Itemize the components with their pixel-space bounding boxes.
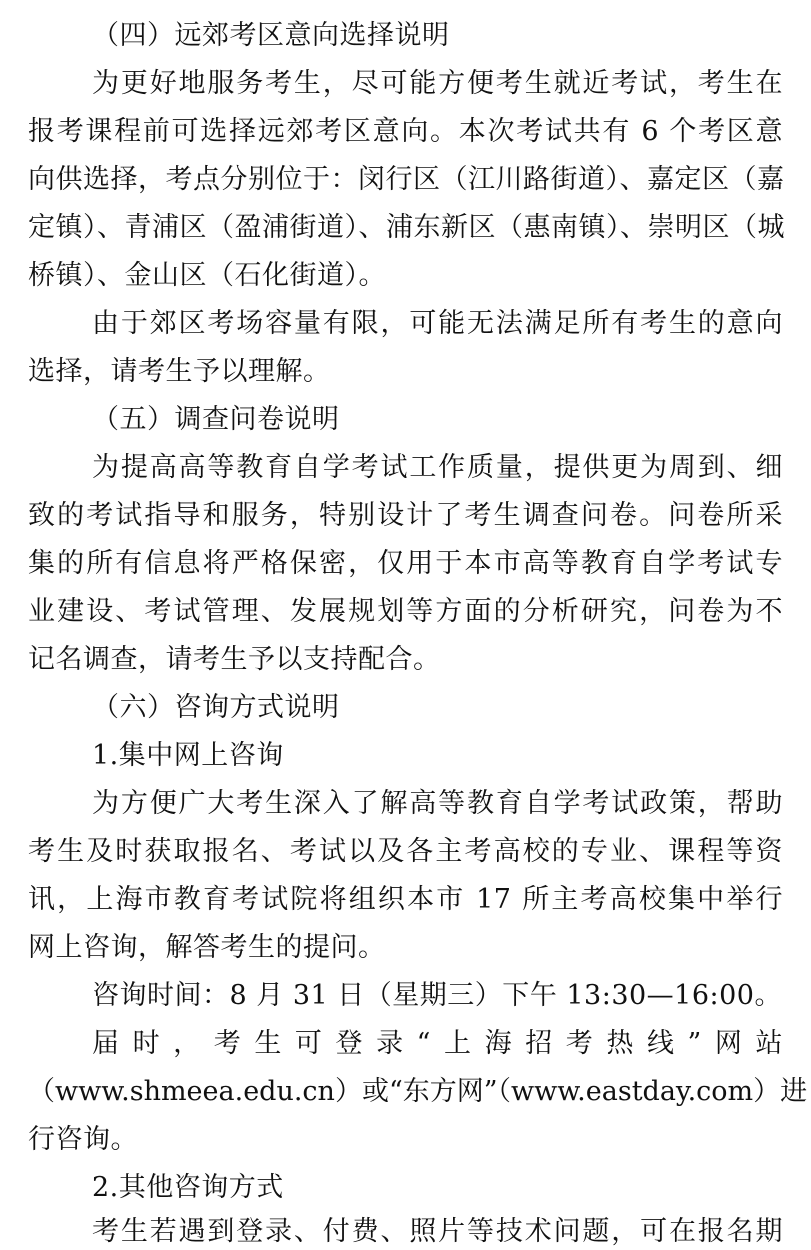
paragraph-line: 集的所有信息将严格保密，仅用于本市高等教育自学考试专 bbox=[28, 548, 783, 579]
section-heading-5: （五）调查问卷说明 bbox=[92, 404, 340, 435]
paragraph-line: 定镇）、青浦区（盈浦街道）、浦东新区（惠南镇）、崇明区（城 bbox=[28, 212, 785, 243]
paragraph-line: 致的考试指导和服务，特别设计了考生调查问卷。问卷所采 bbox=[28, 500, 783, 531]
paragraph-line: 由于郊区考场容量有限，可能无法满足所有考生的意向 bbox=[92, 308, 783, 339]
paragraph-line: 向供选择，考点分别位于：闵行区（江川路街道）、嘉定区（嘉 bbox=[28, 164, 785, 195]
section-heading-4: （四）远郊考区意向选择说明 bbox=[92, 20, 450, 51]
paragraph-line: 选择，请考生予以理解。 bbox=[28, 356, 331, 387]
paragraph-line: 行咨询。 bbox=[28, 1124, 138, 1155]
paragraph-line: 考生若遇到登录、付费、照片等技术问题，可在报名期 bbox=[92, 1216, 783, 1247]
paragraph-line: 为提高高等教育自学考试工作质量，提供更为周到、细 bbox=[92, 452, 783, 483]
consult-time-line: 咨询时间：8 月 31 日（星期三）下午 13:30—16:00。 bbox=[92, 980, 782, 1011]
section-heading-6: （六）咨询方式说明 bbox=[92, 692, 340, 723]
subsection-heading-2: 2.其他咨询方式 bbox=[92, 1172, 284, 1203]
paragraph-line: 网上咨询，解答考生的提问。 bbox=[28, 932, 386, 963]
paragraph-line: 为方便广大考生深入了解高等教育自学考试政策，帮助 bbox=[92, 788, 783, 819]
paragraph-line: 记名调查，请考生予以支持配合。 bbox=[28, 644, 441, 675]
paragraph-line: 为更好地服务考生，尽可能方便考生就近考试，考生在 bbox=[92, 68, 783, 99]
website-line: （www.shmeea.edu.cn）或“东方网”（www.eastday.com）进 bbox=[28, 1076, 808, 1107]
paragraph-line: 讯，上海市教育考试院将组织本市 17 所主考高校集中举行 bbox=[28, 884, 783, 915]
paragraph-line: 桥镇）、金山区（石化街道）。 bbox=[28, 260, 386, 291]
subsection-heading-1: 1.集中网上咨询 bbox=[92, 740, 284, 771]
paragraph-line: 届时，考生可登录“上海招考热线”网站 bbox=[92, 1028, 783, 1059]
paragraph-line: 业建设、考试管理、发展规划等方面的分析研究，问卷为不 bbox=[28, 596, 783, 627]
paragraph-line: 报考课程前可选择远郊考区意向。本次考试共有 6 个考区意 bbox=[28, 116, 783, 147]
paragraph-line: 考生及时获取报名、考试以及各主考高校的专业、课程等资 bbox=[28, 836, 783, 867]
